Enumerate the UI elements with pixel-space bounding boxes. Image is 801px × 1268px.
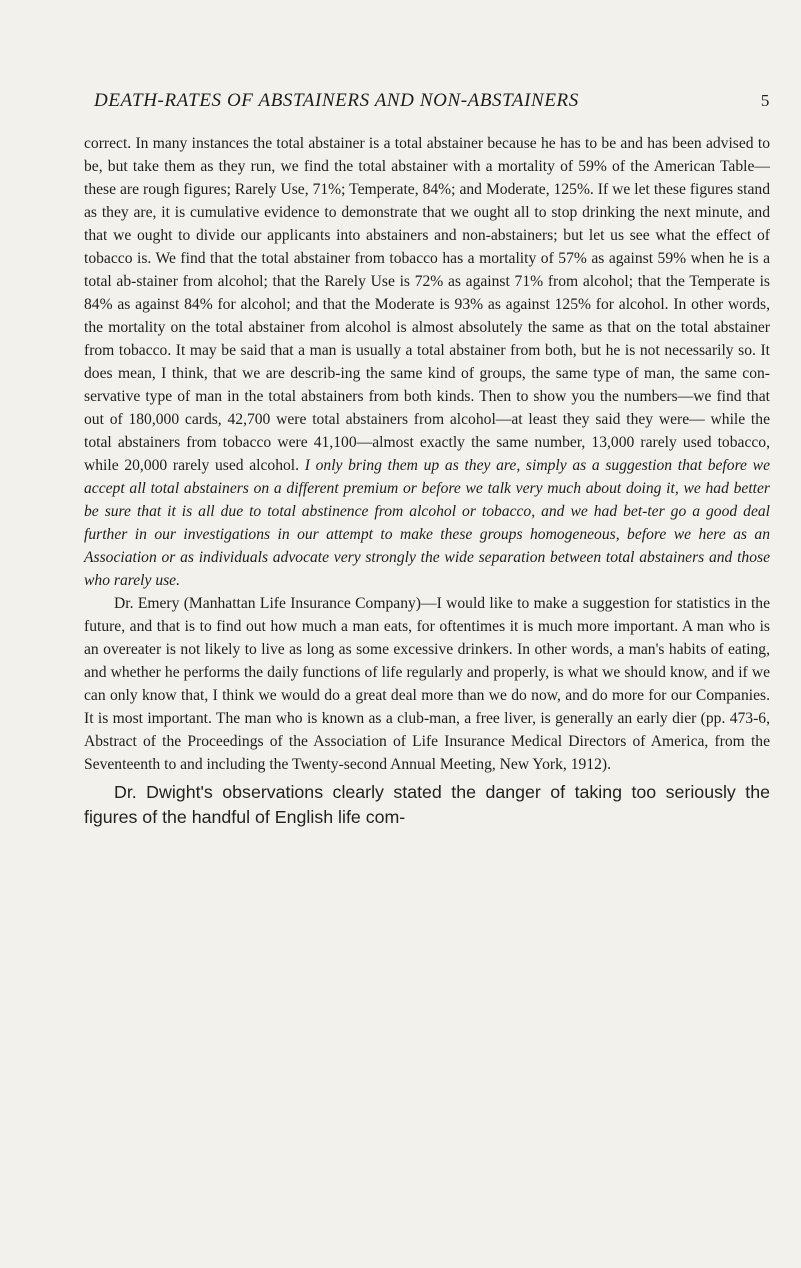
running-title: DEATH-RATES OF ABSTAINERS AND NON-ABSTAINERS — [94, 90, 579, 111]
paragraph-3: Dr. Dwight's observations clearly stated the danger of taking too seriously the figures of the handful of English life com- — [84, 782, 770, 827]
running-header — [84, 90, 770, 112]
page — [84, 90, 770, 830]
paragraph-2: Dr. Emery (Manhattan Life Insurance Company)—I would like to make a suggestion for statistics in the future, and that is to find out how much a man eats, for oftentimes it is much more important. A man who is an overeater is not likely to live as long as some excessive drinkers. In other words, a man's habits of eating, and whether he performs the daily functions of life regularly and properly, is what we should know, and if we can only know that, I think we would do a great deal more than we do now, and do more for our Companies. It is most important. The man who is known as a club-man, a free liver, is generally an early dier (pp. 473-6, Abstract of the Proceedings of the Association of Life Insurance Medical Directors of America, from the Seventeenth to and including the Twenty-second Annual Meeting, New York, 1912). — [84, 595, 770, 773]
paragraph-1-roman: correct. In many instances the total abstainer is a total abstainer because he has to be and has been advised to be, but take them as they run, we find the total abstainer with a mortality of 59% of the American Table—these are rough figures; Rarely Use, 71%; Temperate, 84%; and Moderate, 125%. If we let these figures stand as they are, it is cumulative evidence to demonstrate that we ought all to stop drinking the next minute, and that we ought to divide our applicants into abstainers and non-abstainers; but let us see what the effect of tobacco is. We find that the total abstainer from tobacco has a mortality of 57% as against 59% when he is a total ab-stainer from alcohol; that the Rarely Use is 72% as against 71% from alcohol; that the Temperate is 84% as against 84% for alcohol; and that the Moderate is 93% as against 125% for alcohol. In other words, the mortality on the total abstainer from alcohol is almost absolutely the same as that on the total abstainer from tobacco. It may be said that a man is usually a total abstainer from both, but he is not necessarily so. It does mean, I think, that we are describ-ing the same kind of groups, the same type of man, the same con-servative type of man in the total abstainers from both kinds. Then to show you the numbers—we find that out of 180,000 cards, 42,700 were total abstainers from alcohol—at least they said they were— while the total abstainers from tobacco were 41,100—almost exactly the same number, 13,000 rarely used tobacco, while 20,000 rarely used alcohol. — [84, 135, 770, 474]
page-number: 5 — [760, 91, 770, 110]
paragraph-1 — [84, 132, 770, 592]
paragraph-1-italic: I only bring them up as they are, simply as a suggestion that before we accept all total abstainers on a different premium or before we talk very much about doing it, we had better be sure that it is all due to total abstinence from alcohol or tobacco, and we had bet-ter go a good deal further in our investigations in our attempt to make these groups homogeneous, before we here as an Association or as individuals advocate very strongly the wide separation between total abstainers and those who rarely use. — [84, 457, 770, 589]
body-text — [84, 132, 770, 776]
